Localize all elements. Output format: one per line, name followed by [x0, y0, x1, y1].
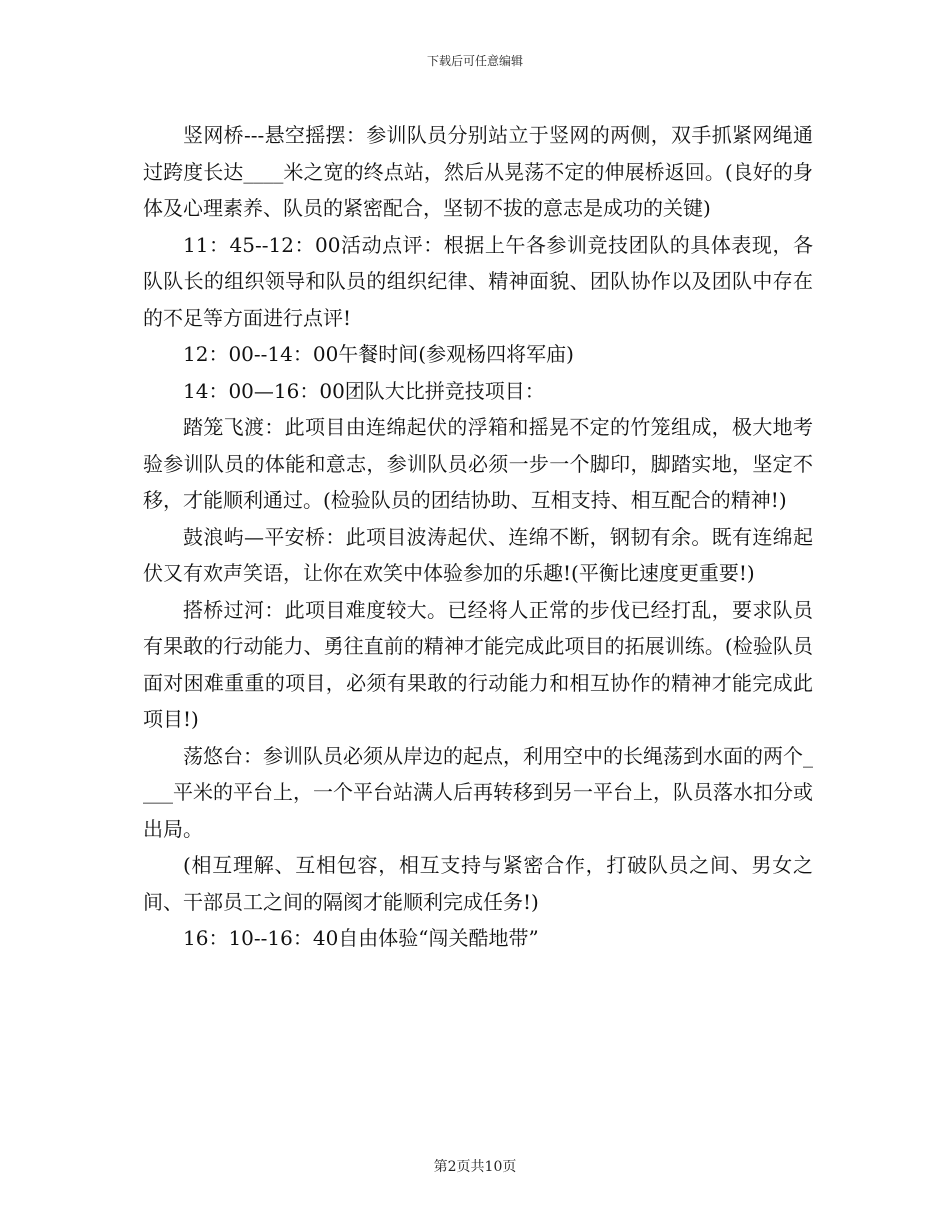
page-header: 下载后可任意编辑 [426, 54, 523, 68]
paragraph-gulangyu-bridge: 鼓浪屿—平安桥：此项目波涛起伏、连绵不断，钢韧有余。既有连绵起伏又有欢声笑语，让你在欢笑中体验参加的乐趣!(平衡比速度更重要!) [143, 524, 813, 585]
paragraph-vertical-net-bridge: 竖网桥---悬空摇摆：参训队员分别站立于竖网的两侧，双手抓紧网绳通过跨度长达____米之宽的终点站，然后从晃荡不定的伸展桥返回。(良好的身体及心理素养、队员的紧密配合，坚韧不拔的意志是成功的关键) [143, 123, 813, 220]
paragraph-swing-platform: 荡悠台：参训队员必须从岸边的起点，利用空中的长绳荡到水面的两个____平米的平台上，一个平台站满人后再转移到另一平台上，队员落水扣分或出局。 [143, 743, 813, 841]
document-body [143, 117, 813, 957]
paragraph-cooperation-note: (相互理解、互相包容，相互支持与紧密合作，打破队员之间、男女之间、干部员工之间的隔阂才能顺利完成任务!) [143, 853, 813, 914]
paragraph-free-experience: 16：10--16：40自由体验“闯关酷地带” [183, 926, 539, 950]
paragraph-activity-review: 11：45--12：00活动点评：根据上午各参训竞技团队的具体表现，各队队长的组织领导和队员的组织纪律、精神面貌、团队协作以及团队中存在的不足等方面进行点评! [143, 232, 813, 330]
paragraph-lunch-time: 12：00--14：00午餐时间(参观杨四将军庙) [183, 342, 574, 366]
paragraph-cage-crossing: 踏笼飞渡：此项目由连绵起伏的浮箱和摇晃不定的竹笼组成，极大地考验参训队员的体能和意志，参训队员必须一步一个脚印，脚踏实地，坚定不移，才能顺利通过。(检验队员的团结协助、互相支持、相互配合的精神!) [143, 415, 813, 512]
page-footer: 第2页共10页 [433, 1159, 517, 1175]
paragraph-bridge-building: 搭桥过河：此项目难度较大。已经将人正常的步伐已经打乱，要求队员有果敢的行动能力、勇往直前的精神才能完成此项目的拓展训练。(检验队员面对困难重重的项目，必须有果敢的行动能力和相互协作的精神才能完成此项目!) [143, 597, 813, 731]
paragraph-team-competition: 14：00—16：00团队大比拼竞技项目： [183, 378, 545, 403]
